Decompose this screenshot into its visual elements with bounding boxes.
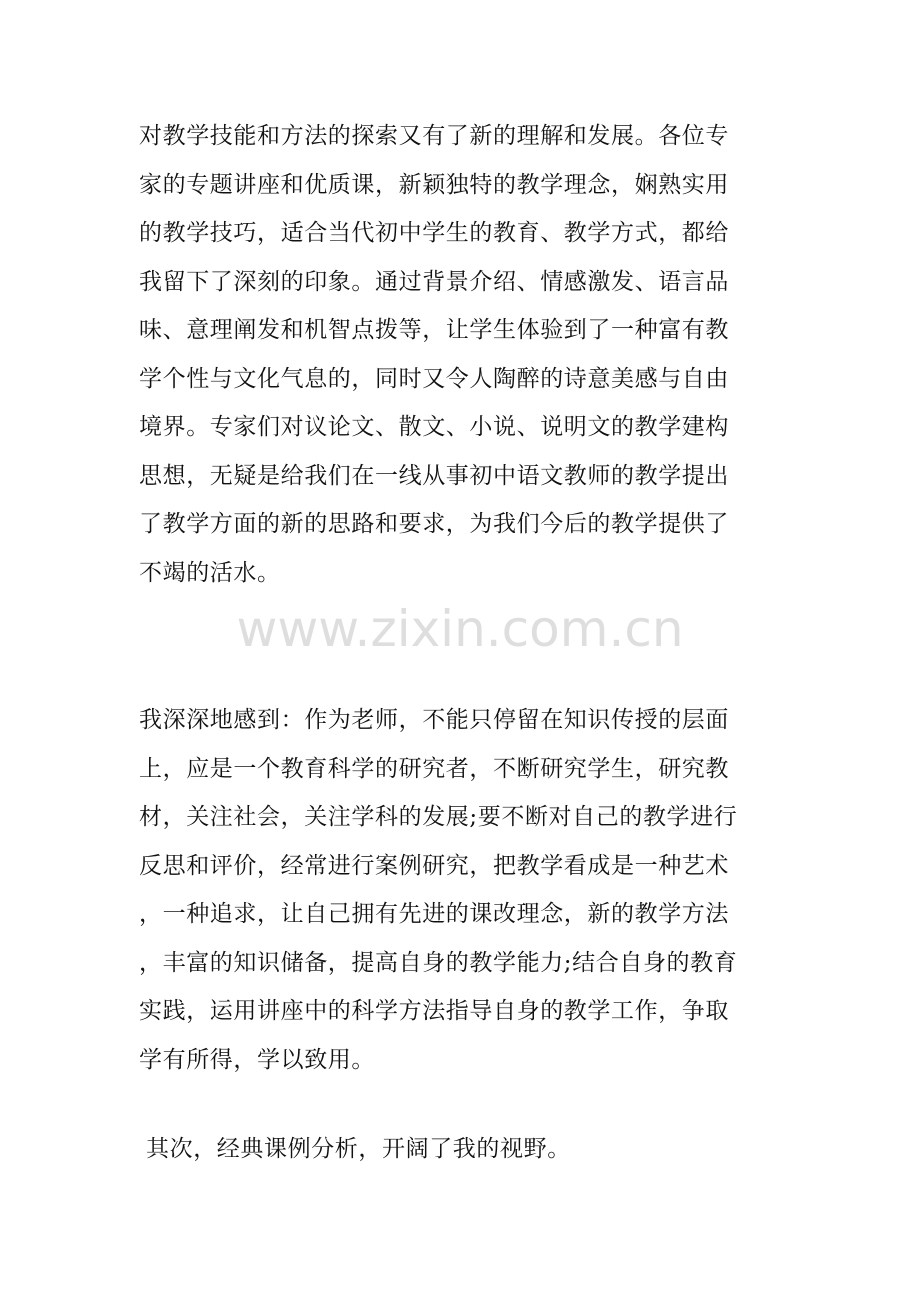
text-line: 对教学技能和方法的探索又有了新的理解和发展。各位专 (139, 123, 729, 149)
text-line: 学有所得，学以致用。 (139, 1046, 375, 1073)
text-line: 上，应是一个教育科学的研究者，不断研究学生，研究教 (139, 755, 729, 782)
text-line: 材，关注社会，关注学科的发展;要不断对自己的教学进行 (139, 804, 738, 830)
text-line: 味、意理阐发和机智点拨等，让学生体验到了一种富有教 (139, 317, 729, 343)
text-line: 学个性与文化气息的，同时又令人陶醉的诗意美感与自由 (139, 365, 729, 392)
text-line: 我留下了深刻的印象。通过背景介绍、情感激发、语言品 (139, 268, 729, 295)
paragraph-3 (146, 1125, 786, 1174)
paragraph-2 (139, 696, 779, 1084)
paragraph-1 (139, 112, 779, 597)
text-line: ，一种追求，让自己拥有先进的课改理念，新的教学方法 (139, 901, 729, 927)
text-line: 家的专题讲座和优质课，新颖独特的教学理念，娴熟实用 (139, 171, 729, 198)
text-line: ，丰富的知识储备，提高自身的教学能力;结合自身的教育 (139, 949, 738, 976)
text-line: 了教学方面的新的思路和要求，为我们今后的教学提供了 (139, 511, 729, 537)
text-line: 实践，运用讲座中的科学方法指导自身的教学工作，争取 (139, 998, 729, 1024)
text-line: 境界。专家们对议论文、散文、小说、说明文的教学建构 (139, 414, 729, 440)
watermark-text: www.zixin.com.cn (236, 600, 684, 658)
text-line: 我深深地感到：作为老师，不能只停留在知识传授的层面 (139, 707, 729, 733)
text-line: 不竭的活水。 (139, 559, 281, 586)
text-line: 思想，无疑是给我们在一线从事初中语文教师的教学提出 (139, 462, 729, 489)
text-line: 其次，经典课例分析，开阔了我的视野。 (146, 1136, 571, 1162)
text-line: 的教学技巧，适合当代初中学生的教育、教学方式，都给 (139, 220, 729, 246)
text-line: 反思和评价，经常进行案例研究，把教学看成是一种艺术 (139, 852, 729, 879)
